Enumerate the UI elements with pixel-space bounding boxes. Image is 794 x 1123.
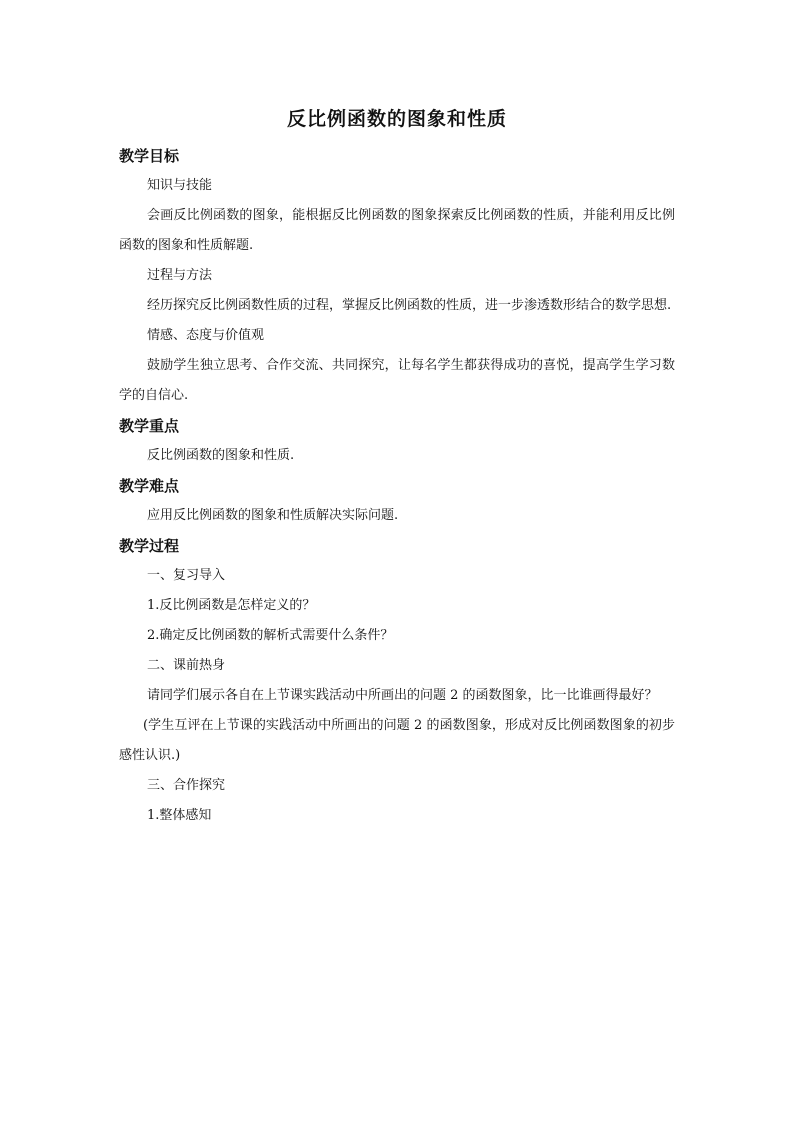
paragraph: 会画反比例函数的图象，能根据反比例函数的图象探索反比例函数的性质，并能利用反比例函数的图象和性质解题. <box>119 208 675 253</box>
section-heading: 教学难点 <box>119 477 180 495</box>
paragraph: 情感、态度与价值观 <box>147 328 265 343</box>
document-title: 反比例函数的图象和性质 <box>286 108 507 130</box>
paragraph: 1.整体感知 <box>147 808 212 823</box>
paragraph: 知识与技能 <box>147 178 213 193</box>
paragraph: (学生互评在上节课的实践活动中所画出的问题 2 的函数图象，形成对反比例函数图象的初步感性认识.) <box>119 718 675 763</box>
paragraph: 二、课前热身 <box>147 658 226 673</box>
paragraph: 请同学们展示各自在上节课实践活动中所画出的问题 2 的函数图象，比一比谁画得最好？ <box>147 688 658 703</box>
paragraph: 反比例函数的图象和性质. <box>147 448 295 463</box>
section-heading: 教学重点 <box>119 417 180 435</box>
paragraph: 经历探究反比例函数性质的过程，掌握反比例函数的性质，进一步渗透数形结合的数学思想. <box>147 298 672 313</box>
section-heading: 教学过程 <box>119 537 180 555</box>
paragraph: 一、复习导入 <box>147 568 226 583</box>
paragraph: 鼓励学生独立思考、合作交流、共同探究，让每名学生都获得成功的喜悦，提高学生学习数学的自信心. <box>119 358 675 403</box>
paragraph: 三、合作探究 <box>147 778 226 793</box>
paragraph: 应用反比例函数的图象和性质解决实际问题. <box>147 508 399 523</box>
document-body <box>119 141 675 831</box>
section-heading: 教学目标 <box>119 147 180 165</box>
paragraph: 2.确定反比例函数的解析式需要什么条件？ <box>147 628 394 643</box>
paragraph: 1.反比例函数是怎样定义的？ <box>147 598 316 613</box>
paragraph: 过程与方法 <box>147 268 213 283</box>
